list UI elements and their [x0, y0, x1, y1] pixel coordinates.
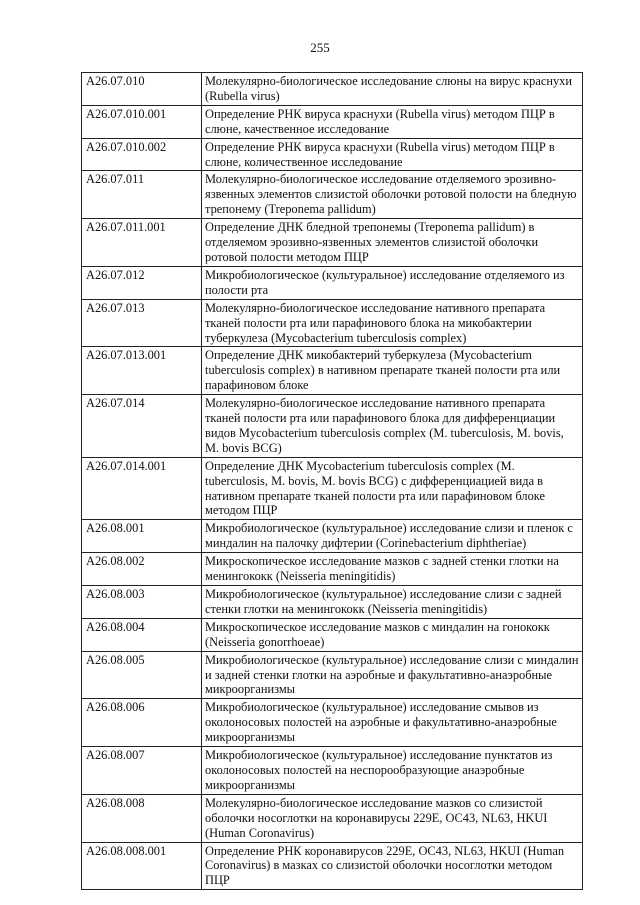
service-description-cell: Микробиологическое (культуральное) исследование слизи с миндалин и задней стенки глотки на аэробные и факультативно-анаэробные микроорганизмы [202, 651, 583, 699]
table-row [82, 266, 583, 299]
service-description-cell: Микробиологическое (культуральное) исследование отделяемого из полости рта [202, 266, 583, 299]
table-row [82, 794, 583, 842]
services-table [81, 72, 583, 890]
service-code-cell: A26.08.008.001 [82, 842, 202, 890]
service-description-cell: Микробиологическое (культуральное) исследование пунктатов из околоносовых полостей на неспорообразующие анаэробные микроорганизмы [202, 747, 583, 795]
service-description-cell: Определение РНК вируса краснухи (Rubella virus) методом ПЦР в слюне, количественное исследование [202, 138, 583, 171]
table-row [82, 105, 583, 138]
service-code-cell: A26.08.002 [82, 553, 202, 586]
service-description-cell: Микробиологическое (культуральное) исследование слизи с задней стенки глотки на менингококк (Neisseria meningitidis) [202, 586, 583, 619]
table-row [82, 219, 583, 267]
service-description-cell: Определение ДНК бледной трепонемы (Treponema pallidum) в отделяемом эрозивно-язвенных элементов слизистой оболочки ротовой полости методом ПЦР [202, 219, 583, 267]
services-table-body [82, 73, 583, 890]
service-code-cell: A26.07.014 [82, 395, 202, 458]
table-row [82, 73, 583, 106]
service-code-cell: A26.07.011 [82, 171, 202, 219]
table-row [82, 299, 583, 347]
table-row [82, 457, 583, 520]
table-row [82, 842, 583, 890]
service-description-cell: Микроскопическое исследование мазков с задней стенки глотки на менингококк (Neisseria meningitidis) [202, 553, 583, 586]
service-code-cell: A26.07.011.001 [82, 219, 202, 267]
service-code-cell: A26.07.010.002 [82, 138, 202, 171]
service-code-cell: A26.08.003 [82, 586, 202, 619]
service-code-cell: A26.07.013.001 [82, 347, 202, 395]
service-description-cell: Микробиологическое (культуральное) исследование слизи и пленок с миндалин на палочку дифтерии (Corinebacterium diphtheriae) [202, 520, 583, 553]
service-description-cell: Молекулярно-биологическое исследование мазков со слизистой оболочки носоглотки на коронавирусы 229E, OC43, NL63, HKUI (Human Coronavirus) [202, 794, 583, 842]
service-description-cell: Определение ДНК микобактерий туберкулеза (Mycobacterium tuberculosis complex) в нативном препарате тканей полости рта или парафиновом блоке [202, 347, 583, 395]
service-code-cell: A26.07.010 [82, 73, 202, 106]
page-number: 255 [310, 40, 330, 55]
service-code-cell: A26.08.008 [82, 794, 202, 842]
table-row [82, 395, 583, 458]
table-row [82, 586, 583, 619]
table-row [82, 138, 583, 171]
table-row [82, 520, 583, 553]
service-description-cell: Определение РНК коронавирусов 229E, OC43, NL63, HKUI (Human Coronavirus) в мазках со слизистой оболочки носоглотки методом ПЦР [202, 842, 583, 890]
table-row [82, 699, 583, 747]
table-row [82, 347, 583, 395]
service-description-cell: Молекулярно-биологическое исследование нативного препарата тканей полости рта или парафинового блока для дифференциации видов Mycobacterium tuberculosis complex (M. tuberculosis, M. bovis, M. bovis BCG) [202, 395, 583, 458]
service-description-cell: Определение РНК вируса краснухи (Rubella virus) методом ПЦР в слюне, качественное исследование [202, 105, 583, 138]
service-code-cell: A26.07.010.001 [82, 105, 202, 138]
table-row [82, 651, 583, 699]
service-code-cell: A26.07.013 [82, 299, 202, 347]
service-code-cell: A26.08.001 [82, 520, 202, 553]
service-description-cell: Микроскопическое исследование мазков с миндалин на гонококк (Neisseria gonorrhoeae) [202, 618, 583, 651]
service-description-cell: Молекулярно-биологическое исследование нативного препарата тканей полости рта или парафинового блока на микобактерии туберкулеза (Mycobacterium tuberculosis complex) [202, 299, 583, 347]
table-row [82, 171, 583, 219]
table-row [82, 747, 583, 795]
service-description-cell: Молекулярно-биологическое исследование слюны на вирус краснухи (Rubella virus) [202, 73, 583, 106]
service-code-cell: A26.07.012 [82, 266, 202, 299]
table-row [82, 553, 583, 586]
service-description-cell: Определение ДНК Mycobacterium tuberculosis complex (M. tuberculosis, M. bovis, M. bovis BCG) с дифференциацией вида в нативном препарате тканей полости рта или парафиновом блоке методом ПЦР [202, 457, 583, 520]
table-row [82, 618, 583, 651]
service-code-cell: A26.08.007 [82, 747, 202, 795]
service-code-cell: A26.08.006 [82, 699, 202, 747]
service-code-cell: A26.08.004 [82, 618, 202, 651]
service-description-cell: Молекулярно-биологическое исследование отделяемого эрозивно-язвенных элементов слизистой оболочки ротовой полости на бледную трепонему (Treponema pallidum) [202, 171, 583, 219]
service-description-cell: Микробиологическое (культуральное) исследование смывов из околоносовых полостей на аэробные и факультативно-анаэробные микроорганизмы [202, 699, 583, 747]
service-code-cell: A26.08.005 [82, 651, 202, 699]
service-code-cell: A26.07.014.001 [82, 457, 202, 520]
